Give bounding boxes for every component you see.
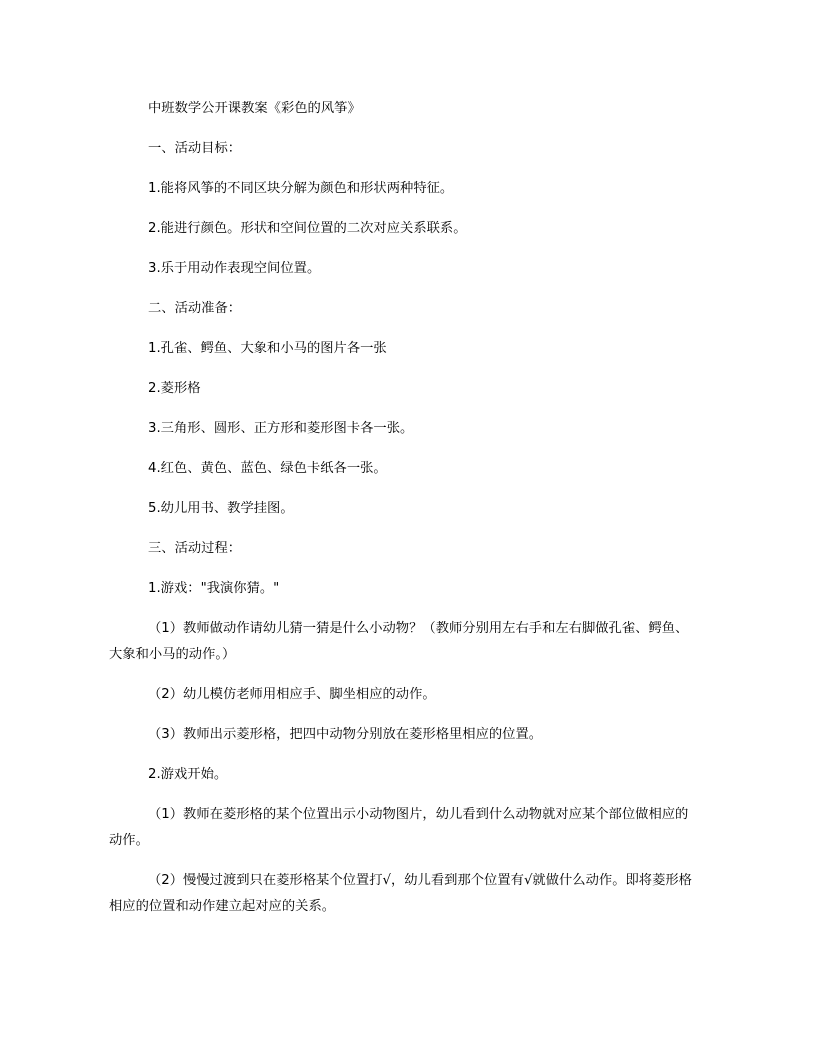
paragraph: 5.幼儿用书、教学挂图。 xyxy=(148,501,294,516)
paragraph: 2.菱形格 xyxy=(148,381,201,396)
paragraph: 1.游戏："我演你猜。" xyxy=(148,581,280,596)
section-heading: 二、活动准备： xyxy=(148,301,242,316)
paragraph: （2）慢慢过渡到只在菱形格某个位置打√，幼儿看到那个位置有√就做什么动作。即将菱形格相应的位置和动作建立起对应的关系。 xyxy=(109,873,692,914)
paragraph: 2.游戏开始。 xyxy=(148,767,228,782)
page-title: 中班数学公开课教案《彩色的风筝》 xyxy=(148,101,361,116)
section-heading: 一、活动目标： xyxy=(148,141,242,156)
paragraph: （1）教师在菱形格的某个位置出示小动物图片，幼儿看到什么动物就对应某个部位做相应的动作。 xyxy=(109,807,689,848)
paragraph: 3.三角形、圆形、正方形和菱形图卡各一张。 xyxy=(148,421,414,436)
paragraph: 1.能将风筝的不同区块分解为颜色和形状两种特征。 xyxy=(148,181,454,196)
paragraph: 3.乐于用动作表现空间位置。 xyxy=(148,261,321,276)
section-heading: 三、活动过程： xyxy=(148,541,242,556)
paragraph: 1.孔雀、鳄鱼、大象和小马的图片各一张 xyxy=(148,341,387,356)
paragraph: 4.红色、黄色、蓝色、绿色卡纸各一张。 xyxy=(148,461,387,476)
paragraph: （3）教师出示菱形格，把四中动物分别放在菱形格里相应的位置。 xyxy=(148,727,543,742)
paragraph: 2.能进行颜色。形状和空间位置的二次对应关系联系。 xyxy=(148,221,467,236)
paragraph: （1）教师做动作请幼儿猜一猜是什么小动物？（教师分别用左右手和左右脚做孔雀、鳄鱼、大象和小马的动作。） xyxy=(109,621,689,662)
paragraph: （2）幼儿模仿老师用相应手、脚坐相应的动作。 xyxy=(148,687,436,702)
